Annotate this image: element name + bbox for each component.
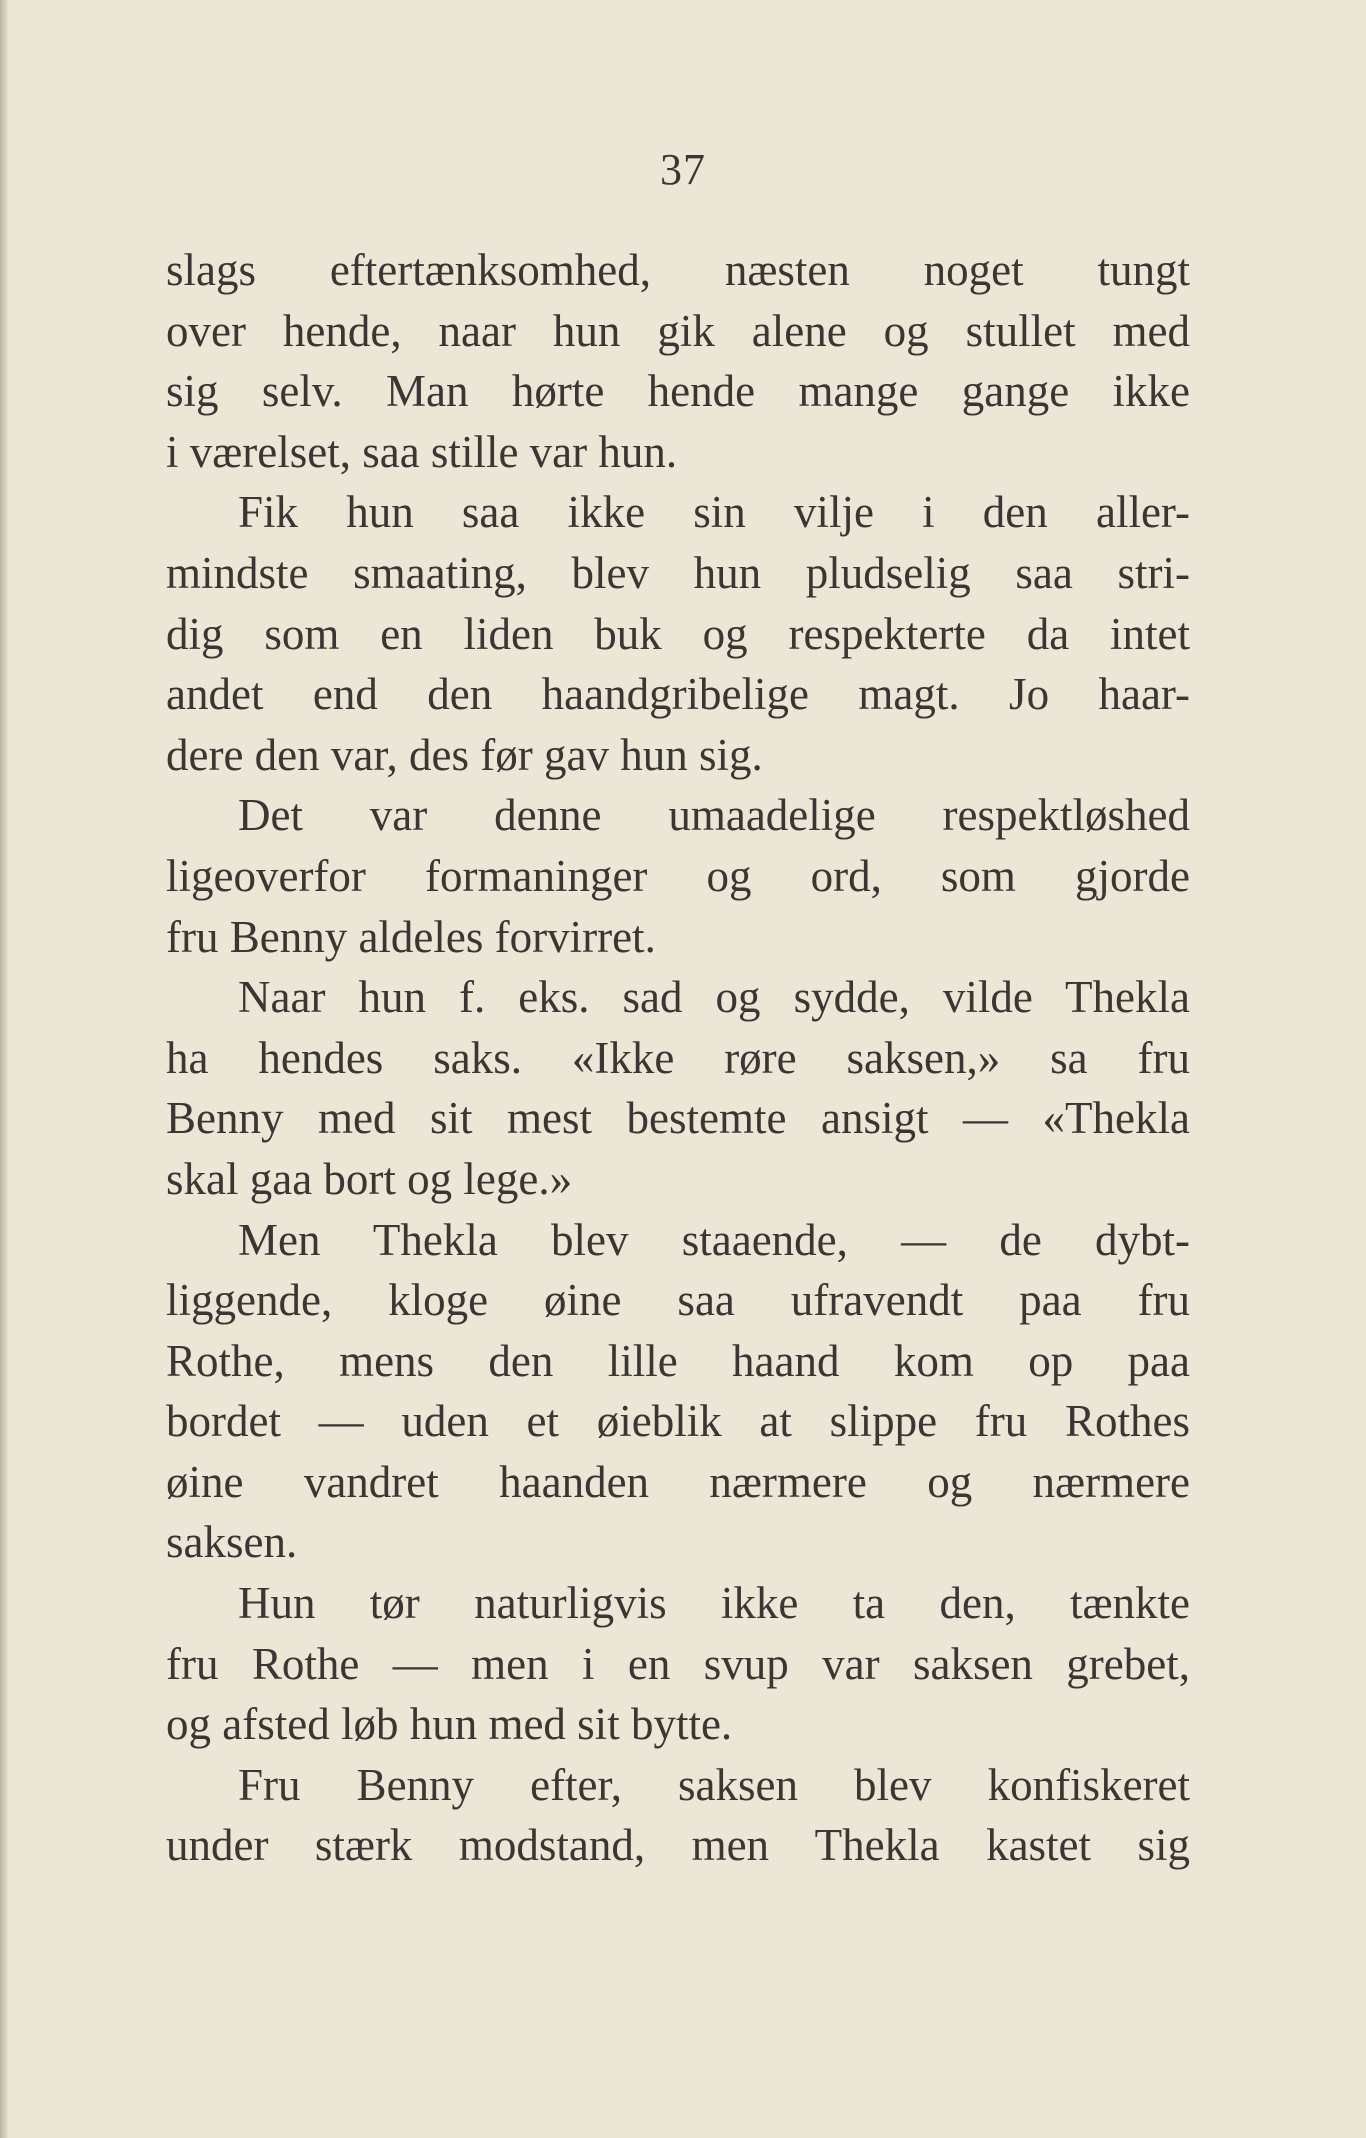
- text-line: slags eftertænksomhed, næsten noget tungt: [166, 245, 1190, 295]
- text-line: ha hendes saks. «Ikke røre saksen,» sa fru: [166, 1032, 1190, 1083]
- text-line: Benny med sit mest bestemte ansigt — «Thekla: [166, 1093, 1190, 1144]
- page-edge: [0, 0, 8, 2138]
- text-line: fru Benny aldeles forvirret.: [166, 911, 656, 962]
- text-line: skal gaa bort og lege.»: [166, 1153, 573, 1204]
- body-text: [166, 240, 1190, 1876]
- text-line: dere den var, des før gav hun sig.: [166, 729, 763, 780]
- text-line: Fik hun saa ikke sin vilje i den aller-: [238, 487, 1190, 538]
- text-line: Naar hun f. eks. sad og sydde, vilde Thekla: [238, 972, 1190, 1023]
- text-line: øine vandret haanden nærmere og nærmere: [166, 1456, 1190, 1507]
- text-line: mindste smaating, blev hun pludselig saa stri-: [166, 547, 1190, 598]
- text-line: saksen.: [166, 1517, 298, 1568]
- text-line: Men Thekla blev staaende, — de dybt-: [238, 1214, 1190, 1265]
- text-line: liggende, kloge øine saa ufravendt paa fru: [166, 1275, 1190, 1326]
- text-line: under stærk modstand, men Thekla kastet sig: [166, 1820, 1190, 1871]
- text-line: Rothe, mens den lille haand kom op paa: [166, 1335, 1190, 1386]
- text-line: Fru Benny efter, saksen blev konfiskeret: [238, 1759, 1190, 1810]
- text-line: ligeoverfor formaninger og ord, som gjorde: [166, 850, 1190, 901]
- text-line: andet end den haandgribelige magt. Jo haar-: [166, 669, 1190, 720]
- text-line: dig som en liden buk og respekterte da intet: [166, 608, 1190, 659]
- text-line: sig selv. Man hørte hende mange gange ikke: [166, 366, 1190, 417]
- page-number: 37: [660, 145, 706, 194]
- text-line: Hun tør naturligvis ikke ta den, tænkte: [238, 1578, 1190, 1629]
- text-line: bordet — uden et øieblik at slippe fru Rothes: [166, 1396, 1190, 1447]
- text-line: og afsted løb hun med sit bytte.: [166, 1699, 733, 1750]
- text-line: fru Rothe — men i en svup var saksen grebet,: [166, 1638, 1190, 1689]
- text-line: Det var denne umaadelige respektløshed: [238, 790, 1190, 841]
- text-line: i værelset, saa stille var hun.: [166, 426, 678, 477]
- text-line: over hende, naar hun gik alene og stullet med: [166, 305, 1190, 356]
